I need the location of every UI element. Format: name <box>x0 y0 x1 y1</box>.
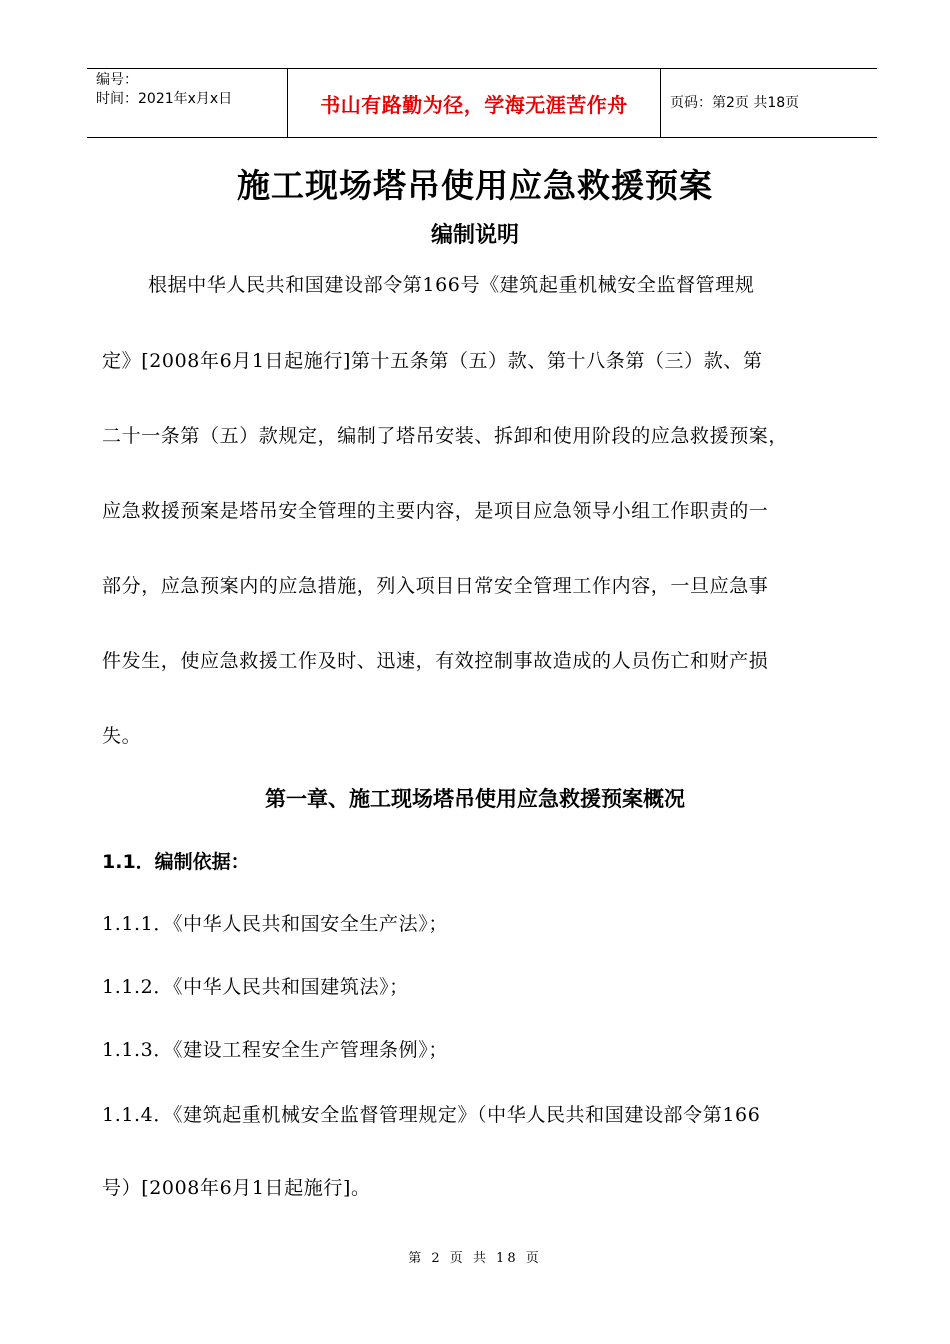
page-footer: 第 2 页 共 18 页 <box>408 1251 542 1266</box>
header-page-cell <box>661 69 877 137</box>
intro-line: 定》[2008年6月1日起施行]第十五条第（五）款、第十八条第（三）款、第 <box>102 350 763 372</box>
chapter-heading: 第一章、施工现场塔吊使用应急救援预案概况 <box>265 787 685 811</box>
time-label: 时间：2021年x月x日 <box>96 91 233 107</box>
document-subtitle: 编制说明 <box>430 223 519 248</box>
list-item: 1.1.3．《建设工程安全生产管理条例》； <box>102 1039 448 1061</box>
intro-line: 失。 <box>102 725 142 747</box>
motto-text: 书山有路勤为径，学海无涯苦作舟 <box>320 92 628 117</box>
document-title: 施工现场塔吊使用应急救援预案 <box>237 166 713 205</box>
page-info: 页码：第2页 共18页 <box>670 94 800 111</box>
list-item: 号）[2008年6月1日起施行]。 <box>102 1177 371 1199</box>
list-item: 1.1.1．《中华人民共和国安全生产法》； <box>102 913 448 935</box>
intro-line: 根据中华人民共和国建设部令第166号《建筑起重机械安全监督管理规 <box>148 274 755 296</box>
header-motto-cell <box>287 69 661 137</box>
list-item: 1.1.2．《中华人民共和国建筑法》； <box>102 976 409 998</box>
intro-line: 二十一条第（五）款规定，编制了塔吊安装、拆卸和使用阶段的应急救援预案， <box>102 425 789 447</box>
intro-line: 件发生，使应急救援工作及时、迅速，有效控制事故造成的人员伤亡和财产损 <box>102 650 769 672</box>
intro-line: 部分，应急预案内的应急措施，列入项目日常安全管理工作内容，一旦应急事 <box>102 575 769 597</box>
header-meta-cell <box>87 69 287 137</box>
number-label: 编号： <box>96 72 138 88</box>
page-header <box>87 68 877 138</box>
section-heading: 1.1．编制依据： <box>102 851 250 873</box>
intro-line: 应急救援预案是塔吊安全管理的主要内容，是项目应急领导小组工作职责的一 <box>102 500 769 522</box>
list-item: 1.1.4．《建筑起重机械安全监督管理规定》（中华人民共和国建设部令第166 <box>102 1104 761 1126</box>
